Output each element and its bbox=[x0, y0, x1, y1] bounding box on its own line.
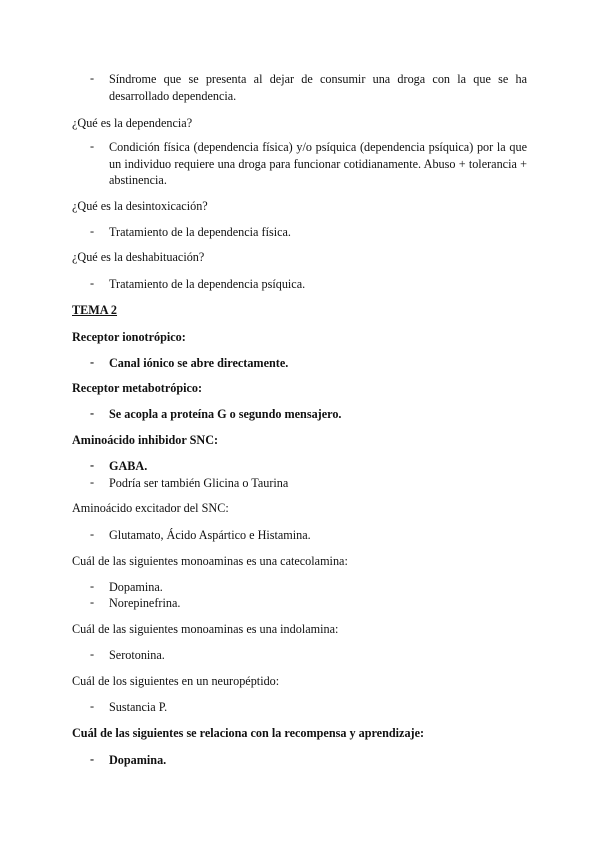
bullet-dash: - bbox=[90, 139, 95, 153]
bullet-text: Tratamiento de la dependencia física. bbox=[109, 225, 291, 239]
question-heading: Receptor metabotrópico: bbox=[72, 381, 203, 395]
question-heading: Cuál de las siguientes monoaminas es una catecolamina: bbox=[72, 554, 348, 568]
bullet-item bbox=[90, 71, 527, 104]
bullet-item bbox=[90, 139, 527, 189]
bullet-text: Síndrome que se presenta al dejar de consumir una droga con la que se ha desarrollado dependencia. bbox=[109, 72, 527, 103]
bullet-dash: - bbox=[90, 458, 95, 472]
bullet-text: Tratamiento de la dependencia psíquica. bbox=[109, 277, 306, 291]
bullet-dash: - bbox=[90, 71, 95, 85]
bullet-text: GABA. bbox=[109, 459, 148, 473]
bullet-text: Serotonina. bbox=[109, 648, 165, 662]
bullet-dash: - bbox=[90, 579, 95, 593]
bullet-dash: - bbox=[90, 595, 95, 609]
bullet-dash: - bbox=[90, 355, 95, 369]
bullet-text: Dopamina. bbox=[109, 580, 163, 594]
section-title: TEMA 2 bbox=[72, 303, 118, 317]
bullet-item bbox=[90, 595, 527, 612]
bullet-dash: - bbox=[90, 406, 95, 420]
question-heading: Cuál de las siguientes monoaminas es una indolamina: bbox=[72, 622, 339, 636]
bullet-item bbox=[90, 752, 527, 769]
question-heading: ¿Qué es la desintoxicación? bbox=[72, 199, 208, 213]
bullet-text: Podría ser también Glicina o Taurina bbox=[109, 476, 289, 490]
bullet-dash: - bbox=[90, 276, 95, 290]
bullet-dash: - bbox=[90, 527, 95, 541]
bullet-item bbox=[90, 276, 527, 293]
question-heading: ¿Qué es la deshabituación? bbox=[72, 250, 205, 264]
bullet-text: Norepinefrina. bbox=[109, 596, 181, 610]
bullet-dash: - bbox=[90, 752, 95, 766]
question-heading: ¿Qué es la dependencia? bbox=[72, 116, 193, 130]
bullet-text: Glutamato, Ácido Aspártico e Histamina. bbox=[109, 528, 311, 542]
bullet-item bbox=[90, 224, 527, 241]
bullet-item bbox=[90, 458, 527, 475]
bullet-text: Condición física (dependencia física) y/o psíquica (dependencia psíquica) por la que un individuo requiere una droga para funcionar cotidianamente. Abuso + tolerancia + abstinencia. bbox=[109, 140, 527, 187]
bullet-item bbox=[90, 579, 527, 596]
bullet-text: Canal iónico se abre directamente. bbox=[109, 356, 289, 370]
question-heading: Cuál de las siguientes se relaciona con la recompensa y aprendizaje: bbox=[72, 726, 425, 740]
question-heading: Receptor ionotrópico: bbox=[72, 330, 186, 344]
question-heading: Cuál de los siguientes en un neuropéptido: bbox=[72, 674, 280, 688]
bullet-item bbox=[90, 475, 527, 492]
bullet-item bbox=[90, 355, 527, 372]
bullet-item bbox=[90, 527, 527, 544]
bullet-dash: - bbox=[90, 699, 95, 713]
bullet-item bbox=[90, 406, 527, 423]
bullet-text: Se acopla a proteína G o segundo mensajero. bbox=[109, 407, 342, 421]
bullet-item bbox=[90, 699, 527, 716]
bullet-dash: - bbox=[90, 224, 95, 238]
bullet-text: Dopamina. bbox=[109, 753, 167, 767]
bullet-dash: - bbox=[90, 647, 95, 661]
question-heading: Aminoácido inhibidor SNC: bbox=[72, 433, 219, 447]
bullet-text: Sustancia P. bbox=[109, 700, 168, 714]
bullet-item bbox=[90, 647, 527, 664]
bullet-dash: - bbox=[90, 475, 95, 489]
question-heading: Aminoácido excitador del SNC: bbox=[72, 501, 229, 515]
